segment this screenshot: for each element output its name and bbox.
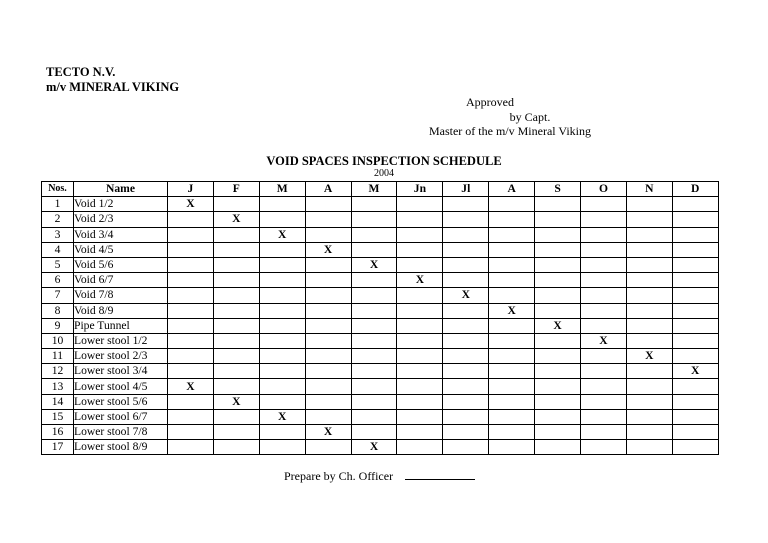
- month-cell: [397, 394, 443, 409]
- row-number: 13: [42, 379, 74, 394]
- month-cell: [259, 349, 305, 364]
- month-cell: [443, 333, 489, 348]
- row-number: 17: [42, 440, 74, 455]
- table-body: [42, 197, 719, 455]
- row-number: 15: [42, 409, 74, 424]
- column-header-month: F: [213, 182, 259, 197]
- month-cell: [213, 318, 259, 333]
- month-cell: [259, 273, 305, 288]
- prepared-by-label: Prepare by Ch. Officer: [284, 469, 394, 483]
- month-cell: [213, 273, 259, 288]
- month-cell: [259, 318, 305, 333]
- month-cell: [489, 379, 535, 394]
- month-cell: [305, 409, 351, 424]
- month-cell: [443, 242, 489, 257]
- month-cell: [581, 364, 627, 379]
- month-cell: [443, 349, 489, 364]
- inspection-mark: X: [626, 349, 672, 364]
- table-row: [42, 364, 719, 379]
- column-header-name: Name: [74, 182, 168, 197]
- month-cell: [672, 303, 718, 318]
- month-cell: [397, 333, 443, 348]
- month-cell: [581, 303, 627, 318]
- month-cell: [489, 364, 535, 379]
- row-number: 3: [42, 227, 74, 242]
- inspection-mark: X: [213, 212, 259, 227]
- row-name: Lower stool 2/3: [74, 349, 168, 364]
- month-cell: [672, 333, 718, 348]
- month-cell: [535, 227, 581, 242]
- month-cell: [168, 227, 214, 242]
- month-cell: [259, 212, 305, 227]
- inspection-mark: X: [535, 318, 581, 333]
- month-cell: [351, 288, 397, 303]
- row-name: Lower stool 1/2: [74, 333, 168, 348]
- month-cell: [397, 242, 443, 257]
- row-number: 5: [42, 257, 74, 272]
- row-name: Void 5/6: [74, 257, 168, 272]
- inspection-mark: X: [213, 394, 259, 409]
- month-cell: [397, 379, 443, 394]
- month-cell: [535, 212, 581, 227]
- month-cell: [397, 303, 443, 318]
- month-cell: [305, 379, 351, 394]
- month-cell: [489, 227, 535, 242]
- month-cell: [672, 409, 718, 424]
- month-cell: [489, 333, 535, 348]
- month-cell: [397, 349, 443, 364]
- column-header-month: N: [626, 182, 672, 197]
- row-name: Lower stool 6/7: [74, 409, 168, 424]
- month-cell: [443, 425, 489, 440]
- month-cell: [581, 440, 627, 455]
- month-cell: [535, 394, 581, 409]
- row-name: Lower stool 7/8: [74, 425, 168, 440]
- month-cell: [443, 257, 489, 272]
- table-row: [42, 197, 719, 212]
- row-number: 14: [42, 394, 74, 409]
- month-cell: [397, 288, 443, 303]
- column-header-nos: Nos.: [42, 182, 74, 197]
- month-cell: [626, 318, 672, 333]
- month-cell: [489, 394, 535, 409]
- inspection-mark: X: [351, 440, 397, 455]
- month-cell: [489, 440, 535, 455]
- month-cell: [626, 273, 672, 288]
- approval-line-1: Approved: [466, 95, 514, 109]
- month-cell: [443, 212, 489, 227]
- row-number: 12: [42, 364, 74, 379]
- month-cell: [213, 197, 259, 212]
- month-cell: [672, 273, 718, 288]
- month-cell: [443, 364, 489, 379]
- month-cell: [259, 197, 305, 212]
- month-cell: [397, 425, 443, 440]
- month-cell: [626, 197, 672, 212]
- month-cell: [168, 394, 214, 409]
- month-cell: [489, 197, 535, 212]
- table-row: [42, 409, 719, 424]
- month-cell: [581, 242, 627, 257]
- month-cell: [213, 349, 259, 364]
- month-cell: [259, 242, 305, 257]
- month-cell: [259, 394, 305, 409]
- month-cell: [535, 409, 581, 424]
- month-cell: [672, 197, 718, 212]
- month-cell: [259, 333, 305, 348]
- signature-blank: [405, 469, 475, 480]
- month-cell: [443, 197, 489, 212]
- month-cell: [351, 227, 397, 242]
- inspection-mark: X: [168, 379, 214, 394]
- month-cell: [626, 288, 672, 303]
- month-cell: [581, 227, 627, 242]
- table-row: [42, 349, 719, 364]
- month-cell: [489, 409, 535, 424]
- month-cell: [213, 425, 259, 440]
- month-cell: [168, 364, 214, 379]
- month-cell: [397, 364, 443, 379]
- month-cell: [535, 288, 581, 303]
- month-cell: [672, 394, 718, 409]
- row-name: Pipe Tunnel: [74, 318, 168, 333]
- month-cell: [168, 318, 214, 333]
- column-header-month: Jn: [397, 182, 443, 197]
- month-cell: [305, 364, 351, 379]
- month-cell: [626, 364, 672, 379]
- column-header-month: M: [259, 182, 305, 197]
- month-cell: [489, 288, 535, 303]
- month-cell: [672, 318, 718, 333]
- row-number: 6: [42, 273, 74, 288]
- month-cell: [626, 394, 672, 409]
- month-cell: [397, 440, 443, 455]
- approval-line-3: Master of the m/v Mineral Viking: [428, 124, 592, 139]
- month-cell: [351, 364, 397, 379]
- month-cell: [351, 425, 397, 440]
- month-cell: [305, 257, 351, 272]
- month-cell: [672, 212, 718, 227]
- month-cell: [672, 288, 718, 303]
- month-cell: [351, 303, 397, 318]
- month-cell: [535, 273, 581, 288]
- month-cell: [213, 227, 259, 242]
- row-name: Void 8/9: [74, 303, 168, 318]
- month-cell: [305, 212, 351, 227]
- row-number: 11: [42, 349, 74, 364]
- month-cell: [489, 425, 535, 440]
- month-cell: [305, 440, 351, 455]
- month-cell: [397, 212, 443, 227]
- month-cell: [259, 288, 305, 303]
- row-number: 4: [42, 242, 74, 257]
- row-name: Lower stool 4/5: [74, 379, 168, 394]
- month-cell: [581, 349, 627, 364]
- month-cell: [351, 409, 397, 424]
- month-cell: [672, 379, 718, 394]
- month-cell: [351, 394, 397, 409]
- month-cell: [397, 197, 443, 212]
- month-cell: [397, 257, 443, 272]
- column-header-month: J: [168, 182, 214, 197]
- column-header-month: A: [305, 182, 351, 197]
- month-cell: [305, 303, 351, 318]
- table-row: [42, 242, 719, 257]
- month-cell: [535, 379, 581, 394]
- month-cell: [626, 227, 672, 242]
- row-name: Void 2/3: [74, 212, 168, 227]
- inspection-mark: X: [489, 303, 535, 318]
- month-cell: [351, 212, 397, 227]
- row-name: Lower stool 8/9: [74, 440, 168, 455]
- month-cell: [305, 333, 351, 348]
- month-cell: [305, 197, 351, 212]
- inspection-mark: X: [305, 242, 351, 257]
- inspection-mark: X: [351, 257, 397, 272]
- table-row: [42, 333, 719, 348]
- month-cell: [535, 333, 581, 348]
- month-cell: [168, 242, 214, 257]
- month-cell: [168, 273, 214, 288]
- month-cell: [489, 273, 535, 288]
- table-row: [42, 288, 719, 303]
- table-row: [42, 394, 719, 409]
- month-cell: [351, 333, 397, 348]
- month-cell: [351, 318, 397, 333]
- row-number: 10: [42, 333, 74, 348]
- month-cell: [443, 273, 489, 288]
- month-cell: [443, 318, 489, 333]
- month-cell: [489, 257, 535, 272]
- row-name: Void 7/8: [74, 288, 168, 303]
- month-cell: [626, 257, 672, 272]
- month-cell: [213, 288, 259, 303]
- schedule-title: VOID SPACES INSPECTION SCHEDULE: [266, 154, 502, 168]
- prepared-by-line: [284, 469, 475, 484]
- month-cell: [626, 409, 672, 424]
- table-row: [42, 303, 719, 318]
- inspection-mark: X: [443, 288, 489, 303]
- table-row: [42, 379, 719, 394]
- row-name: Lower stool 3/4: [74, 364, 168, 379]
- month-cell: [351, 197, 397, 212]
- month-cell: [535, 364, 581, 379]
- month-cell: [581, 318, 627, 333]
- month-cell: [626, 440, 672, 455]
- month-cell: [305, 318, 351, 333]
- month-cell: [626, 303, 672, 318]
- month-cell: [672, 349, 718, 364]
- month-cell: [305, 394, 351, 409]
- month-cell: [168, 440, 214, 455]
- month-cell: [168, 333, 214, 348]
- month-cell: [305, 227, 351, 242]
- row-number: 2: [42, 212, 74, 227]
- month-cell: [305, 273, 351, 288]
- month-cell: [213, 257, 259, 272]
- row-name: Void 3/4: [74, 227, 168, 242]
- month-cell: [626, 379, 672, 394]
- table-row: [42, 440, 719, 455]
- month-cell: [443, 379, 489, 394]
- month-cell: [626, 333, 672, 348]
- month-cell: [443, 394, 489, 409]
- month-cell: [213, 242, 259, 257]
- row-name: Void 6/7: [74, 273, 168, 288]
- inspection-mark: X: [397, 273, 443, 288]
- month-cell: [397, 409, 443, 424]
- inspection-mark: X: [581, 333, 627, 348]
- month-cell: [351, 273, 397, 288]
- inspection-mark: X: [305, 425, 351, 440]
- row-name: Lower stool 5/6: [74, 394, 168, 409]
- month-cell: [351, 242, 397, 257]
- month-cell: [581, 212, 627, 227]
- company-name: TECTO N.V.: [46, 65, 116, 79]
- month-cell: [213, 409, 259, 424]
- month-cell: [351, 349, 397, 364]
- month-cell: [581, 273, 627, 288]
- month-cell: [259, 425, 305, 440]
- row-number: 16: [42, 425, 74, 440]
- month-cell: [168, 288, 214, 303]
- table-row: [42, 257, 719, 272]
- month-cell: [581, 409, 627, 424]
- table-row: [42, 212, 719, 227]
- table-row: [42, 318, 719, 333]
- month-cell: [672, 425, 718, 440]
- row-number: 1: [42, 197, 74, 212]
- month-cell: [305, 288, 351, 303]
- month-cell: [672, 227, 718, 242]
- month-cell: [213, 303, 259, 318]
- approval-block: [400, 95, 620, 139]
- month-cell: [672, 257, 718, 272]
- month-cell: [672, 242, 718, 257]
- month-cell: [213, 333, 259, 348]
- month-cell: [672, 440, 718, 455]
- month-cell: [535, 257, 581, 272]
- month-cell: [351, 379, 397, 394]
- month-cell: [581, 425, 627, 440]
- month-cell: [581, 197, 627, 212]
- month-cell: [213, 364, 259, 379]
- month-cell: [213, 379, 259, 394]
- inspection-mark: X: [259, 227, 305, 242]
- month-cell: [259, 257, 305, 272]
- column-header-month: M: [351, 182, 397, 197]
- month-cell: [535, 242, 581, 257]
- month-cell: [489, 349, 535, 364]
- schedule-year: 2004: [374, 168, 394, 179]
- column-header-month: D: [672, 182, 718, 197]
- row-name: Void 1/2: [74, 197, 168, 212]
- month-cell: [259, 364, 305, 379]
- month-cell: [259, 440, 305, 455]
- approval-line-2: by Capt.: [509, 109, 551, 124]
- month-cell: [168, 425, 214, 440]
- inspection-mark: X: [672, 364, 718, 379]
- month-cell: [443, 440, 489, 455]
- month-cell: [168, 409, 214, 424]
- row-number: 7: [42, 288, 74, 303]
- month-cell: [626, 212, 672, 227]
- table-row: [42, 425, 719, 440]
- month-cell: [489, 242, 535, 257]
- company-header: [46, 65, 179, 95]
- table-row: [42, 273, 719, 288]
- column-header-month: S: [535, 182, 581, 197]
- row-number: 8: [42, 303, 74, 318]
- column-header-month: Jl: [443, 182, 489, 197]
- month-cell: [213, 440, 259, 455]
- month-cell: [581, 288, 627, 303]
- month-cell: [443, 303, 489, 318]
- month-cell: [535, 425, 581, 440]
- month-cell: [397, 227, 443, 242]
- month-cell: [535, 197, 581, 212]
- vessel-name: m/v MINERAL VIKING: [46, 80, 180, 94]
- month-cell: [168, 257, 214, 272]
- inspection-mark: X: [168, 197, 214, 212]
- row-number: 9: [42, 318, 74, 333]
- table-row: [42, 227, 719, 242]
- month-cell: [443, 227, 489, 242]
- month-cell: [259, 303, 305, 318]
- month-cell: [168, 303, 214, 318]
- month-cell: [535, 303, 581, 318]
- month-cell: [168, 349, 214, 364]
- inspection-schedule-table: [41, 181, 719, 455]
- month-cell: [443, 409, 489, 424]
- table-header-row: [42, 182, 719, 197]
- column-header-month: A: [489, 182, 535, 197]
- month-cell: [626, 242, 672, 257]
- month-cell: [305, 349, 351, 364]
- row-name: Void 4/5: [74, 242, 168, 257]
- month-cell: [168, 212, 214, 227]
- month-cell: [581, 394, 627, 409]
- month-cell: [535, 440, 581, 455]
- month-cell: [489, 212, 535, 227]
- column-header-month: O: [581, 182, 627, 197]
- inspection-mark: X: [259, 409, 305, 424]
- month-cell: [626, 425, 672, 440]
- month-cell: [259, 379, 305, 394]
- month-cell: [397, 318, 443, 333]
- month-cell: [581, 257, 627, 272]
- month-cell: [581, 379, 627, 394]
- month-cell: [489, 318, 535, 333]
- month-cell: [535, 349, 581, 364]
